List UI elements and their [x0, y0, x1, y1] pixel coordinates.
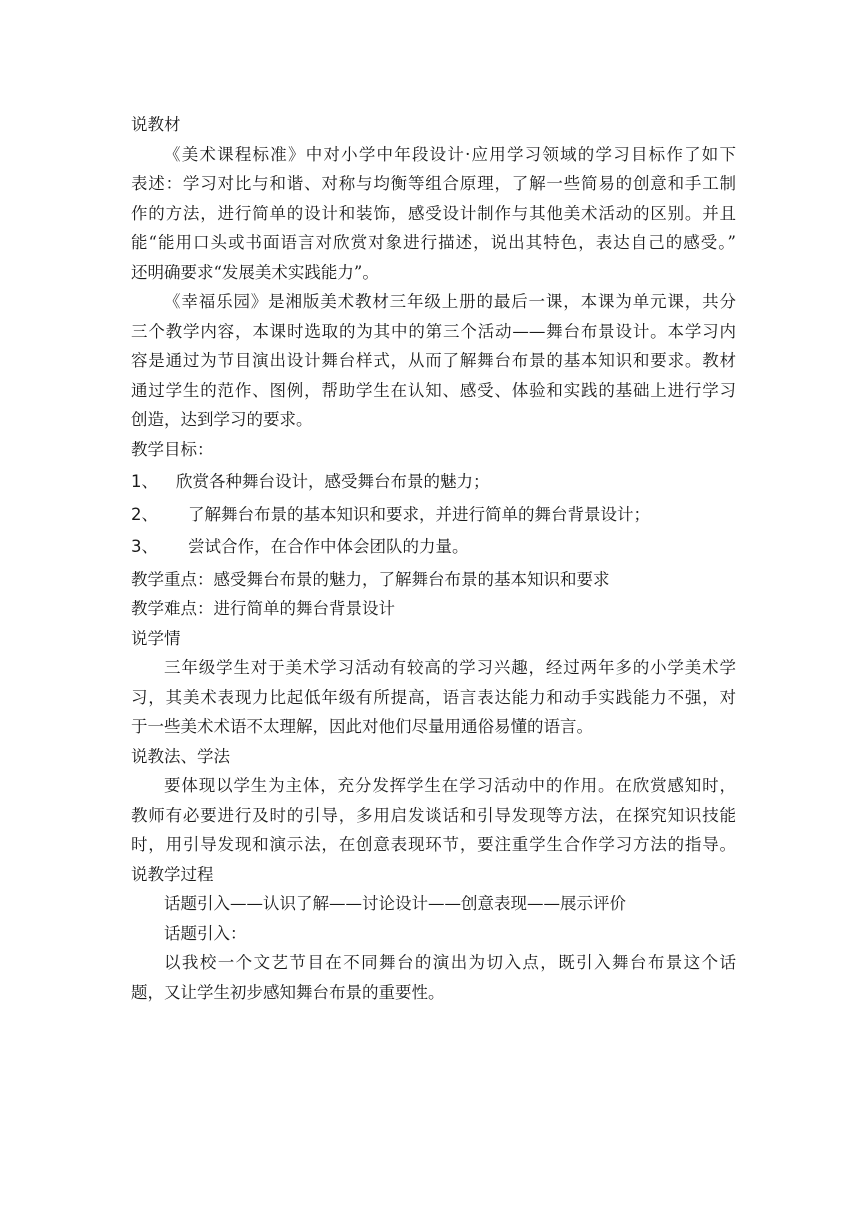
goal-number: 1、	[131, 472, 158, 491]
process-flow: 话题引入——认识了解——讨论设计——创意表现——展示评价	[164, 894, 626, 913]
paragraph-lesson-line: 通过学生的范作、图例，帮助学生在认知、感受、体验和实践的基础上进行学习	[131, 380, 736, 400]
paragraph-lesson-line: 创造，达到学习的要求。	[131, 410, 313, 429]
paragraph-methods-line: 时，用引导发现和演示法，在创意表现环节，要注重学生合作学习方法的指导。	[131, 835, 736, 854]
goal-item	[131, 532, 736, 562]
intro-label: 话题引入：	[164, 923, 247, 943]
paragraph-standard-line: 还明确要求“发展美术实践能力”。	[131, 262, 379, 282]
goals-title: 教学目标：	[131, 439, 214, 459]
paragraph-methods-line: 要体现以学生为主体，充分发挥学生在学习活动中的作用。在欣赏感知时，	[164, 776, 736, 795]
goal-item	[131, 467, 736, 497]
paragraph-lesson-line: 《幸福乐园》是湘版美术教材三年级上册的最后一课，本课为单元课，共分	[164, 292, 736, 311]
heading-textbook: 说教材	[131, 115, 181, 134]
paragraph-standard-line: 作的方法，进行简单的设计和装饰，感受设计制作与其他美术活动的区别。并且	[131, 203, 736, 223]
document-body	[131, 110, 736, 1007]
paragraph-standard-line: 《美术课程标准》中对小学中年段设计·应用学习领域的学习目标作了如下	[164, 144, 736, 164]
paragraph-lesson-line: 三个教学内容，本课时选取的为其中的第三个活动——舞台布景设计。本学习内	[131, 321, 736, 341]
paragraph-methods-line: 教师有必要进行及时的引导，多用启发谈话和引导发现等方法，在探究知识技能	[131, 805, 736, 825]
goal-item	[131, 500, 736, 530]
heading-process: 说教学过程	[131, 864, 214, 884]
paragraph-intro-line: 题，又让学生初步感知舞台布景的重要性。	[131, 982, 445, 1002]
goal-text: 了解舞台布景的基本知识和要求，并进行简单的舞台背景设计；	[188, 504, 650, 524]
goal-number: 3、	[131, 537, 158, 556]
paragraph-students-line: 三年级学生对于美术学习活动有较高的学习兴趣，经过两年多的小学美术学	[164, 658, 736, 677]
paragraph-standard-line: 表述：学习对比与和谐、对称与均衡等组合原理，了解一些简易的创意和手工制	[131, 174, 736, 193]
paragraph-students-line: 习，其美术表现力比起低年级有所提高，语言表达能力和动手实践能力不强，对	[131, 687, 736, 707]
goal-text: 尝试合作，在合作中体会团队的力量。	[188, 537, 469, 556]
heading-methods: 说教法、学法	[131, 746, 230, 766]
goal-number: 2、	[131, 504, 158, 524]
paragraph-students-line: 于一些美术术语不太理解，因此对他们尽量用通俗易懂的语言。	[131, 717, 593, 736]
paragraph-intro-line: 以我校一个文艺节目在不同舞台的演出为切入点，既引入舞台布景这个话	[164, 953, 736, 972]
paragraph-standard-line: 能“能用口头或书面语言对欣赏对象进行描述，说出其特色，表达自己的感受。”	[131, 233, 736, 252]
difficulty: 教学难点：进行简单的舞台背景设计	[131, 599, 395, 618]
heading-students: 说学情	[131, 628, 181, 648]
paragraph-lesson-line: 容是通过为节目演出设计舞台样式，从而了解舞台布景的基本知识和要求。教材	[131, 351, 736, 370]
key-point: 教学重点：感受舞台布景的魅力，了解舞台布景的基本知识和要求	[131, 569, 610, 589]
goal-text: 欣赏各种舞台设计，感受舞台布景的魅力；	[176, 472, 490, 491]
